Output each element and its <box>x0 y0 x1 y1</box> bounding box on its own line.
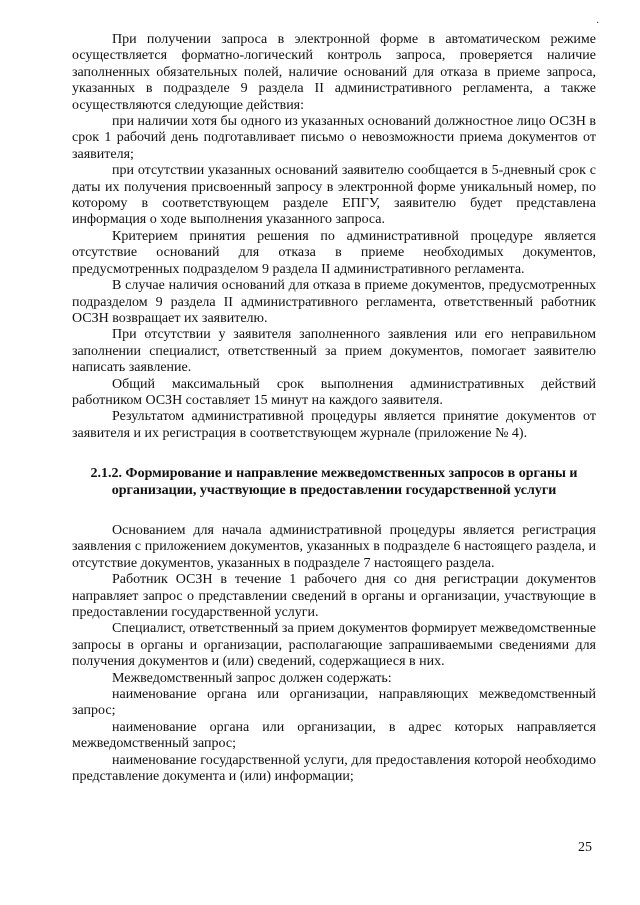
section-heading: 2.1.2. Формирование и направление межведомственных запросов в органы и организации, участвующие в предоставлении государственной услуги <box>90 466 578 498</box>
paragraph: Общий максимальный срок выполнения административных действий работником ОСЗН составляет 15 минут на каждого заявителя. <box>72 376 596 408</box>
paragraph: При отсутствии у заявителя заполненного заявления или его неправильном заполнении специалист, ответственный за прием документов, помогает заявителю написать заявление. <box>72 327 596 376</box>
paragraph: наименование органа или организации, направляющих межведомственный запрос; <box>72 687 596 719</box>
corner-mark: · <box>596 18 600 29</box>
paragraph: Межведомственный запрос должен содержать: <box>112 670 392 686</box>
document-body <box>72 32 596 785</box>
paragraph: При получении запроса в электронной форме в автоматическом режиме осуществляется форматно-логический контроль запроса, проверяется наличие заполненных обязательных полей, наличие оснований для отказа в приеме запроса, указанных в подразделе 9 раздела II административного регламента, а также осуществляются следующие действия: <box>72 32 596 113</box>
paragraph: Основанием для начала административной процедуры является регистрация заявления с приложением документов, указанных в подразделе 6 настоящего раздела, и отсутствие документов, указанных в подразделе 7 настоящего раздела. <box>72 522 596 571</box>
paragraph: наименование органа или организации, в адрес которых направляется межведомственный запрос; <box>72 719 596 752</box>
paragraph: В случае наличия оснований для отказа в приеме документов, предусмотренных подразделом 9 раздела II административного регламента, ответственный работник ОСЗН возвращает их заявителю. <box>72 278 596 326</box>
paragraph: Результатом административной процедуры является принятие документов от заявителя и их регистрация в соответствующем журнале (приложение № 4). <box>72 409 596 441</box>
paragraph: при наличии хотя бы одного из указанных оснований должностное лицо ОСЗН в срок 1 рабочий день подготавливает письмо о невозможности приема документов от заявителя; <box>72 114 596 162</box>
paragraph: наименование государственной услуги, для предоставления которой необходимо представление документа и (или) информации; <box>72 752 596 785</box>
page-number: 25 <box>578 840 592 855</box>
paragraph: Специалист, ответственный за прием документов формирует межведомственные запросы в органы и организации, располагающие запрашиваемыми сведениями для получения документов и (или) сведений, содержащиеся в них. <box>72 621 596 670</box>
paragraph: при отсутствии указанных оснований заявителю сообщается в 5-дневный срок с даты их получения присвоенный запросу в электронной форме уникальный номер, по которому в соответствующем разделе ЕПГУ, заявителю будет представлена информация о ходе выполнения указанного запроса. <box>72 163 596 228</box>
paragraph: Критерием принятия решения по административной процедуре является отсутствие оснований для отказа в приеме необходимых документов, предусмотренных подразделом 9 раздела II административного регламента. <box>72 228 596 277</box>
paragraph: Работник ОСЗН в течение 1 рабочего дня со дня регистрации документов направляет запрос о представлении сведений в органы и организации, участвующие в предоставлении государственной услуги. <box>72 572 596 620</box>
